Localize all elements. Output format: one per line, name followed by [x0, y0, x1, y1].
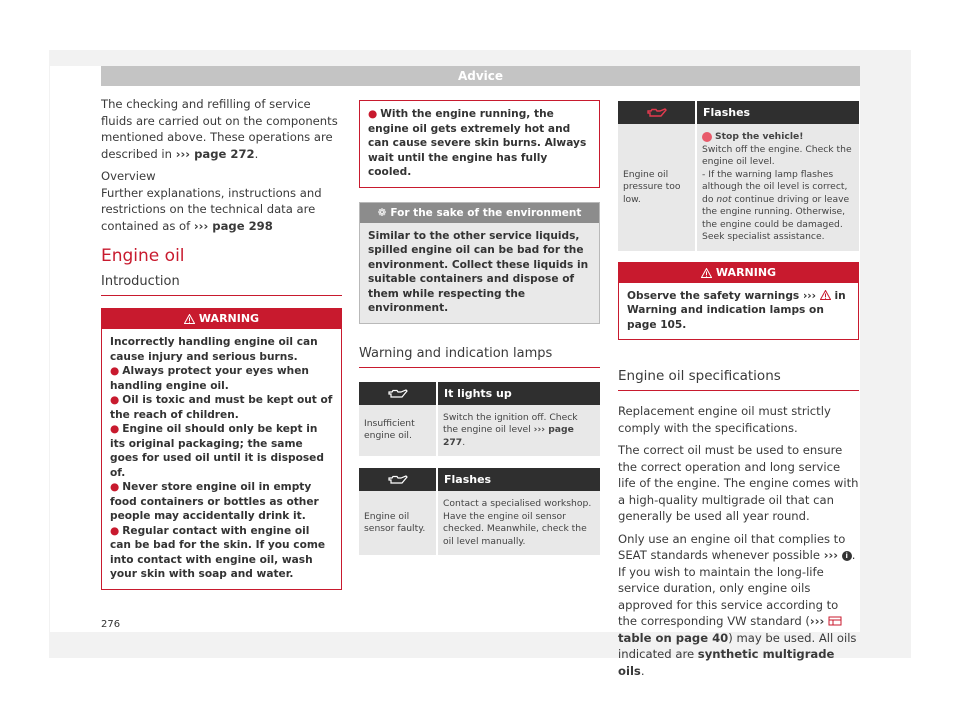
- warning-header: WARNING: [102, 309, 341, 329]
- section-header: Advice: [101, 66, 860, 86]
- lamp-action: Switch the ignition off. Check the engine oil level ››› page 277.: [437, 405, 600, 457]
- warning-body: Observe the safety warnings ››› in Warning and indication lamps on page 105.: [627, 289, 846, 331]
- lamp-header: Flashes: [696, 101, 859, 124]
- lamp-condition: Insufficient engine oil.: [359, 405, 437, 457]
- warning-bullet: ● Oil is toxic and must be kept out of the reach of children.: [110, 394, 333, 421]
- info-icon: i: [842, 551, 852, 561]
- lamp-action: Stop the vehicle! Switch off the engine. Check the engine oil level. - If the warning lamp flashes although the oil level is correct, do not continue driving or leave the engine running. Otherwise, the engine could be damaged. Seek specialist assistance.: [696, 124, 859, 251]
- lamp-condition: Engine oil pressure too low.: [618, 124, 696, 251]
- table-link[interactable]: table on page 40: [618, 630, 729, 645]
- lamp-action: Contact a specialised workshop. Have the engine oil sensor checked. Meanwhile, check the oil level manually.: [437, 491, 600, 555]
- lamp-table-flashes: [359, 468, 600, 555]
- bullet-icon: ●: [110, 423, 120, 435]
- lamp-table-oil-pressure: [618, 101, 859, 251]
- overview-title: Overview: [101, 169, 156, 183]
- warning-bullet: ● Never store engine oil in empty food containers or bottles as other people may accidentally drink it.: [110, 481, 319, 522]
- warning-header: WARNING: [619, 263, 858, 283]
- spec-paragraph-1: Replacement engine oil must strictly comply with the specifications.: [618, 404, 831, 435]
- lamp-icon-cell: [618, 101, 696, 124]
- bullet-icon: ●: [110, 394, 120, 406]
- lamp-table-lights-up: [359, 382, 600, 457]
- intro-paragraph: The checking and refilling of service fluids are carried out on the components mentioned above. These operations are described in ››› page 272.: [101, 97, 338, 161]
- oil-can-icon: [388, 389, 408, 399]
- warning-body: [102, 329, 341, 589]
- lamps-heading: Warning and indication lamps: [359, 346, 600, 368]
- column-3: [618, 101, 859, 685]
- lamp-header: It lights up: [437, 382, 600, 405]
- section-heading: Engine oil: [101, 246, 185, 266]
- environment-body: Similar to the other service liquids, spilled engine oil can be bad for the environment. Collect these liquids in suitable containers and dispose of them while respecting the environment.: [360, 223, 599, 323]
- environment-header: ❁ For the sake of the environment: [360, 203, 599, 223]
- lamp-header: Flashes: [437, 468, 600, 491]
- lamp-condition: Engine oil sensor faulty.: [359, 491, 437, 555]
- warning-triangle-icon: [820, 290, 831, 300]
- warning-continued-box: [359, 100, 600, 188]
- warning-bullet: ● Always protect your eyes when handling engine oil.: [110, 365, 309, 392]
- warning-triangle-icon: [184, 314, 195, 324]
- spec-paragraph-3: Only use an engine oil that complies to SEAT standards whenever possible ››› i . If you wish to maintain the long-life service duration, only engine oils approved for this service according to the corresponding VW standard (››› table on page 40) may be used. All oils indicated are synthetic multigrade oils.: [618, 531, 857, 678]
- warning-bullet: ● Engine oil should only be kept in its original packaging; the same goes for used oil until it is disposed of.: [110, 423, 324, 479]
- environment-icon: ❁: [377, 206, 387, 219]
- lamp-icon-cell: [359, 468, 437, 491]
- warning-box-2: [618, 262, 859, 341]
- page-link[interactable]: ››› page 272: [175, 146, 255, 161]
- stop-icon: [702, 132, 712, 142]
- environment-box: [359, 202, 600, 324]
- warning-triangle-icon: [701, 268, 712, 278]
- subsection-heading: Introduction: [101, 274, 342, 296]
- warning-box: [101, 308, 342, 590]
- page-number: 276: [101, 619, 121, 630]
- page-link[interactable]: ››› page 277: [443, 424, 574, 448]
- page-link[interactable]: ››› page 298: [193, 218, 273, 233]
- bullet-icon: ●: [110, 524, 120, 537]
- bullet-icon: ●: [368, 108, 378, 120]
- column-2: [359, 100, 600, 555]
- oil-can-red-icon: [647, 108, 667, 118]
- page-link[interactable]: in Warning and indication lamps on page 105.: [627, 289, 846, 331]
- column-1: [101, 96, 342, 590]
- overview-paragraph: Further explanations, instructions and restrictions on the technical data are contained as of ››› page 298: [101, 185, 322, 233]
- warning-bullet: ● Regular contact with engine oil can be bad for the skin. If you come into contact with engine oil, wash your skin with soap and water.: [110, 524, 326, 580]
- bullet-icon: ●: [110, 481, 120, 493]
- warning-body: ● With the engine running, the engine oil gets extremely hot and can cause severe skin burns. Always wait until the engine has fully cooled.: [368, 108, 587, 178]
- lamp-icon-cell: [359, 382, 437, 405]
- oil-can-icon: [388, 475, 408, 485]
- bullet-icon: ●: [110, 365, 120, 377]
- warning-lead: Incorrectly handling engine oil can cause injury and serious burns.: [110, 336, 318, 363]
- table-icon: [828, 616, 842, 626]
- spec-heading: Engine oil specifications: [618, 368, 859, 391]
- spec-paragraph-2: The correct oil must be used to ensure the correct operation and long service life of the engine. The engine comes with a high-quality multigrade oil that can generally be used all year round.: [618, 443, 859, 523]
